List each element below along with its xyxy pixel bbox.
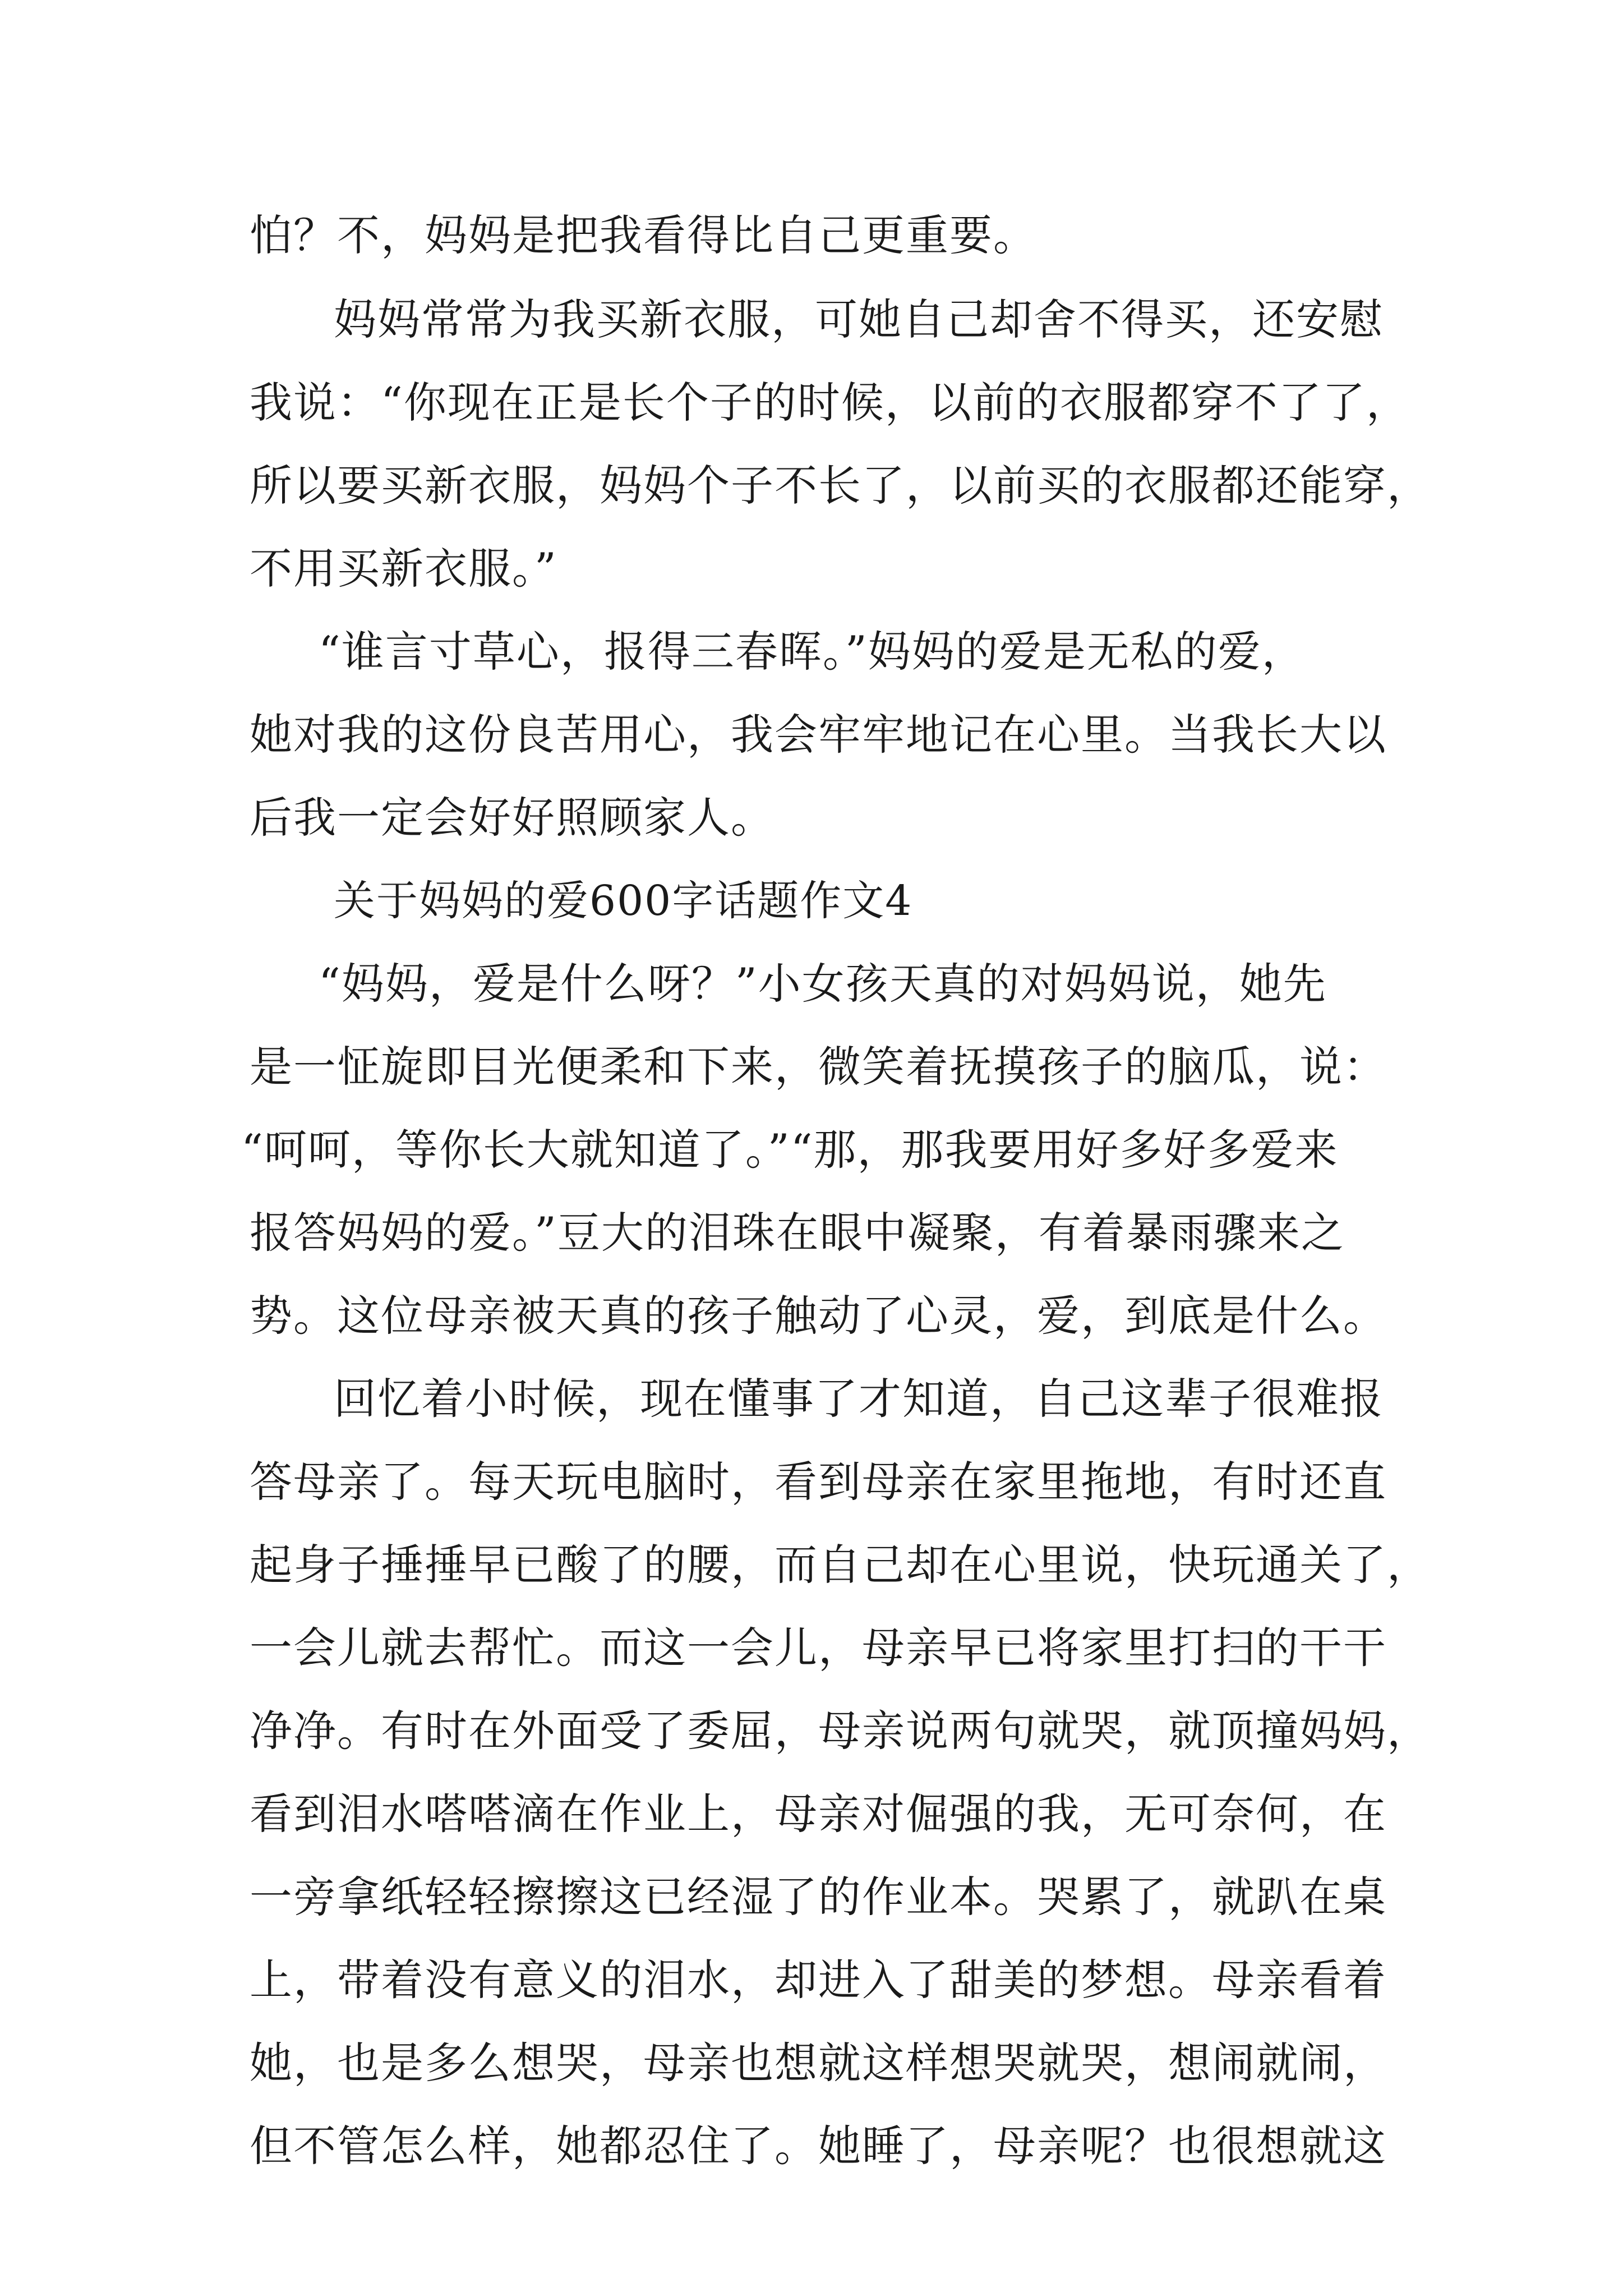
- text-line: 净净。有时在外面受了委屈，母亲说两句就哭，就顶撞妈妈，: [250, 1706, 1431, 1756]
- paragraph-start-line: 妈妈常常为我买新衣服，可她自己却舍不得买，还安慰: [334, 295, 1384, 344]
- text-line: 上，带着没有意义的泪水，却进入了甜美的梦想。母亲看着: [250, 1955, 1387, 2005]
- text-line: 但不管怎么样，她都忍住了。她睡了，母亲呢？也很想就这: [250, 2121, 1387, 2171]
- text-line: “呵呵，等你长大就知道了。”“那，那我要用好多好多爱来: [241, 1125, 1339, 1175]
- paragraph-start-line: “谁言寸草心，报得三春晖。”妈妈的爱是无私的爱，: [319, 627, 1306, 677]
- text-line: 答母亲了。每天玩电脑时，看到母亲在家里拖地，有时还直: [250, 1457, 1387, 1507]
- text-line: 一旁拿纸轻轻擦擦这已经湿了的作业本。哭累了，就趴在桌: [250, 1872, 1387, 1922]
- text-line: 她对我的这份良苦用心，我会牢牢地记在心里。当我长大以: [250, 710, 1387, 760]
- text-line: 是一怔旋即目光便柔和下来，微笑着抚摸孩子的脑瓜，说：: [250, 1042, 1387, 1092]
- text-line: 所以要买新衣服，妈妈个子不长了，以前买的衣服都还能穿，: [250, 461, 1431, 510]
- text-line: 一会儿就去帮忙。而这一会儿，母亲早已将家里打扫的干干: [250, 1623, 1387, 1673]
- paragraph-start-line: “妈妈，爱是什么呀？”小女孩天真的对妈妈说，她先: [319, 959, 1327, 1009]
- text-line: 看到泪水嗒嗒滴在作业上，母亲对倔强的我，无可奈何，在: [250, 1789, 1387, 1839]
- section-heading: 关于妈妈的爱600字话题作文4: [334, 877, 913, 925]
- text-line: 怕？不，妈妈是把我看得比自己更重要。: [250, 210, 1037, 260]
- text-line: 起身子捶捶早已酸了的腰，而自己却在心里说，快玩通关了，: [250, 1540, 1431, 1590]
- paragraph-start-line: 回忆着小时候，现在懂事了才知道，自己这辈子很难报: [334, 1374, 1384, 1424]
- text-line: 报答妈妈的爱。”豆大的泪珠在眼中凝聚，有着暴雨骤来之: [250, 1208, 1345, 1258]
- text-line: 我说：“你现在正是长个子的时候，以前的衣服都穿不了了，: [250, 378, 1410, 427]
- text-line: 她，也是多么想哭，母亲也想就这样想哭就哭，想闹就闹，: [250, 2038, 1387, 2088]
- text-line: 后我一定会好好照顾家人。: [250, 793, 774, 843]
- text-line: 不用买新衣服。”: [250, 544, 557, 593]
- text-line: 势。这位母亲被天真的孩子触动了心灵，爱，到底是什么。: [250, 1291, 1387, 1341]
